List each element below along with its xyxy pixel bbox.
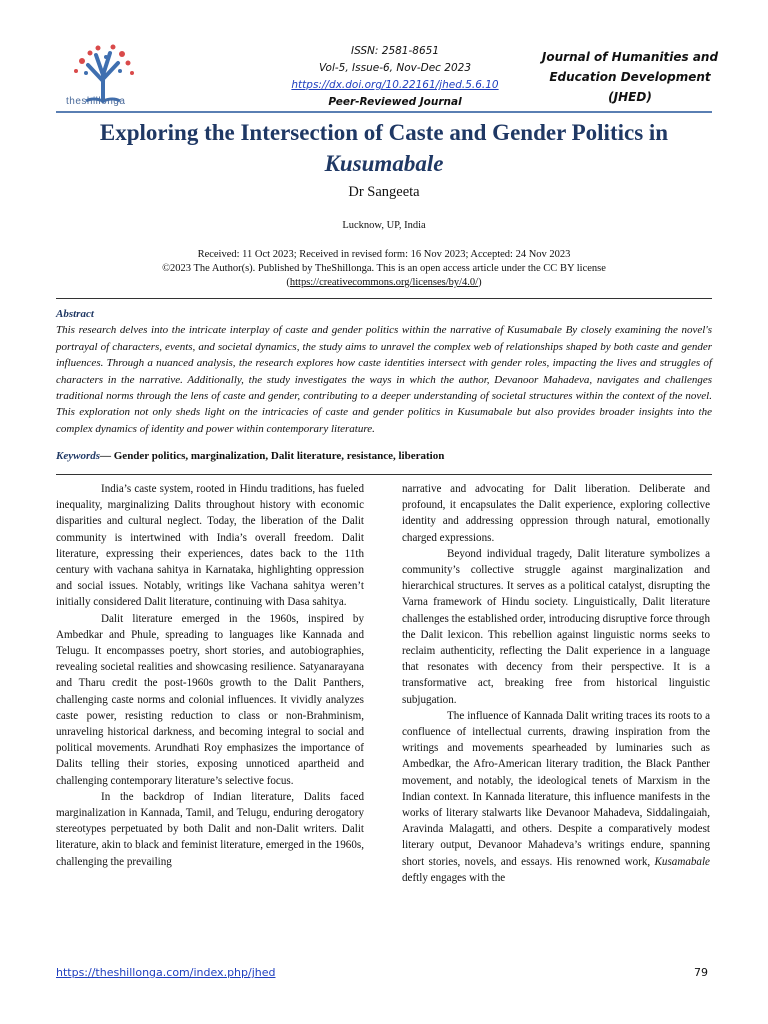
- paragraph: Dalit literature emerged in the 1960s, inspired by Ambedkar and Phule, spreading to languages like Kannada and Telugu. It encompasses poetry, short stories, and autobiographies, revealing societal realities and showcasing resilience. Satyanarayana and Tharu credit the post-1960s growth to the Dalit Panthers, challenging caste norms and colonial influences. It vividly analyzes caste power, resisting reduction to class or non-Brahminism, unraveling historical darkness, and becoming integral to social and political movements. Arundhati Roy emphasizes the importance of Dalits telling their stories, exposing unnoticed apartheid and challenging contemporary literature’s selective focus.: [56, 612, 364, 787]
- paper-title: [56, 117, 712, 179]
- keywords-text: — Gender politics, marginalization, Dalit literature, resistance, liberation: [100, 450, 445, 462]
- header-divider: [56, 111, 712, 113]
- body-divider: [56, 474, 712, 475]
- abstract-divider: [56, 298, 712, 299]
- paragraph-text-end: deftly engages with the: [402, 871, 506, 884]
- author-name: Dr Sangeeta: [348, 184, 420, 200]
- body-column-right: [402, 481, 710, 886]
- paragraph-text: The influence of Kannada Dalit writing traces its roots to a confluence of intellectual currents, drawing inspiration from the writings and movements spearheaded by luminaries such as Ambedkar, the Afro-American literary tradition, the Black Panther movement, and notably, the ideological tenets of Marxism in the Indian context. In Kannada literature, this influence manifests in the works of literary stalwarts like Devanoor Mahadeva, Siddalingaiah, Aravinda Malagatti, and others. Despite a comparatively modest literary output, Devanoor Mahadeva’s writings endure, spanning short stories, novels, and essays. His renowned work,: [402, 709, 710, 868]
- footer-journal-link[interactable]: https://theshillonga.com/index.php/jhed: [56, 966, 276, 979]
- received-dates: Received: 11 Oct 2023; Received in revised form: 16 Nov 2023; Accepted: 24 Nov 2023: [197, 249, 571, 260]
- abstract-heading: Abstract: [56, 308, 94, 320]
- body-column-left: [56, 481, 364, 870]
- journal-name-line3: (JHED): [608, 90, 652, 104]
- copyright-line: ©2023 The Author(s). Published by TheShillonga. This is an open access article under the CC BY license: [162, 263, 606, 274]
- paragraph: India’s caste system, rooted in Hindu traditions, has fueled inequality, marginalizing Dalits throughout history with economic disparities and cultural neglect. Today, the liberation of the Dalit community is intertwined with India’s overall freedom. Dalit literature, expressing their experiences, dates back to the 11th century with vachana sahitya in Karnataka, highlighting oppression and social issues. Notably, writings like Vachana sahitya weren’t initially considered Dalit literature, continuing with Dasa sahitya.: [56, 483, 364, 609]
- paragraph: [402, 708, 710, 886]
- publication-dates: [0, 248, 768, 290]
- abstract-text: This research delves into the intricate interplay of caste and gender politics within the narrative of Kusumabale By closely examining the novel's portrayal of characters, events, and societal dynamics, the study aims to unravel the complex web of relationships shaped by both caste and gender influences. Through a nuanced analysis, the research explores how caste identities intersect with gender roles, impacting the lives and struggles of characters in the narrative. Additionally, the study investigates the ways in which the author, Devanoor Mahadeva, navigates and challenges traditional norms through the lens of caste and gender, contributing to a deeper understanding of societal structures within the context of the novel. This exploration not only sheds light on the intricacies of caste and gender politics in Kusumabale but also provides broader insights into the complex dynamics of identity and power within contemporary literature.: [56, 324, 712, 435]
- issn: ISSN: 2581-8651: [350, 45, 439, 57]
- doi-link[interactable]: https://dx.doi.org/10.22161/jhed.5.6.10: [291, 79, 499, 91]
- title-line1: Exploring the Intersection of Caste and Gender Politics in: [99, 120, 669, 145]
- paragraph: In the backdrop of Indian literature, Dalits faced marginalization in Kannada, Tamil, and Telugu, enduring derogatory stereotypes perpetuated by both Dalit and non-Dalit writers. Dalit literature, akin to black and feminist literature, emerged in the 1960s, challenging the prevailing: [56, 790, 364, 868]
- journal-meta: [240, 43, 550, 111]
- peer-reviewed-label: Peer-Reviewed Journal: [328, 96, 462, 108]
- volume-issue: Vol-5, Issue-6, Nov-Dec 2023: [318, 62, 471, 74]
- journal-name: [530, 47, 730, 107]
- novel-title: Kusamabale: [654, 855, 710, 868]
- paragraph: Beyond individual tragedy, Dalit literature symbolizes a community’s collective struggle against marginalization and hierarchical structures. It serves as a political catalyst, disrupting the Varna framework of Hindu society. Linguistically, Dalit literature challenges the established order, introducing disruptive force through the Dalit lexicon. This rebellion against linguistic norms seeks to reclaim authenticity, reflecting the Dalit experience in a language that resonates with decency from their perspective. It is a transformative act, breaking free from historical linguistic subjugation.: [402, 547, 710, 706]
- journal-name-line1: Journal of Humanities and: [541, 50, 719, 64]
- keywords: [56, 450, 712, 462]
- affiliation: Lucknow, UP, India: [342, 220, 426, 231]
- license-link[interactable]: https://creativecommons.org/licenses/by/4.0/: [289, 277, 479, 288]
- page-number: 79: [694, 966, 708, 979]
- paragraph: narrative and advocating for Dalit liberation. Deliberate and profound, it encapsulates the Dalit experience, exploring collective identity and addressing oppression through natural, emotionally charged expressions.: [402, 483, 710, 544]
- license-line: (https://creativecommons.org/licenses/by/4.0/): [286, 277, 482, 288]
- keywords-label: Keywords: [56, 450, 100, 462]
- abstract: [56, 306, 712, 437]
- journal-name-line2: Education Development: [549, 70, 711, 84]
- logo-text: theshillonga: [66, 96, 126, 107]
- title-line2: Kusumabale: [324, 151, 444, 176]
